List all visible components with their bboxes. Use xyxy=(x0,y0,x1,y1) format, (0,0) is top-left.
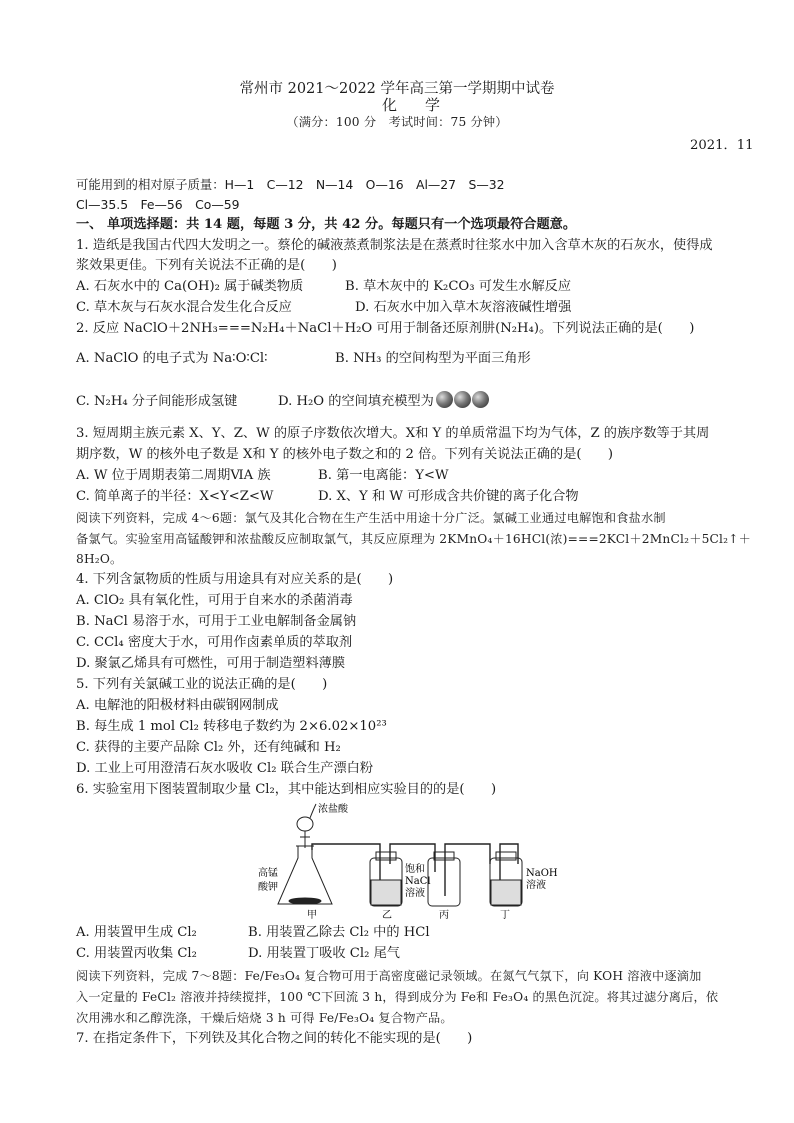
exam-date: 2021．11 xyxy=(690,138,754,153)
atomic-masses-line1: 可能用到的相对原子质量：H—1 C—12 N—14 O—16 Al—27 S—32 xyxy=(76,177,505,192)
q7-stem: 7. 在指定条件下，下列铁及其化合物之间的转化不能实现的是( ) xyxy=(76,1031,473,1046)
h-atom-icon xyxy=(436,391,453,408)
q3-option-d: D. X、Y 和 W 可形成含共价键的离子化合物 xyxy=(318,489,579,504)
q5-option-b: B. 每生成 1 mol Cl₂ 转移电子数约为 2×6.02×10²³ xyxy=(76,719,387,734)
h-atom-icon xyxy=(472,391,489,408)
reading2-line2: 入一定量的 FeCl₂ 溶液并持续搅拌，100 ℃下回流 3 h，得到成分为 Fe和 Fe₃O₄ 的黑色沉淀。将其过滤分离后，依 xyxy=(76,990,719,1004)
bottle-yi xyxy=(370,852,402,906)
q1-option-c: C. 草木灰与石灰水混合发生化合反应 xyxy=(76,300,292,315)
q4-option-b: B. NaCl 易溶于水，可用于工业电解制备金属钠 xyxy=(76,614,357,629)
lab-apparatus-diagram xyxy=(250,800,580,920)
q1-option-b: B. 草木灰中的 K₂CO₃ 可发生水解反应 xyxy=(345,279,572,294)
subject-title: 化学 xyxy=(381,96,468,114)
reading1-line3: 8H₂O。 xyxy=(76,552,123,566)
h2o-space-filling-model xyxy=(436,391,492,409)
q6-option-a: A. 用装置甲生成 Cl₂ xyxy=(76,925,197,940)
label-nacl-line1: 饱和 xyxy=(405,864,425,875)
q1-option-a: A. 石灰水中的 Ca(OH)₂ 属于碱类物质 xyxy=(76,279,304,294)
q4-option-d: D. 聚氯乙烯具有可燃性，可用于制造塑料薄膜 xyxy=(76,656,346,671)
bottle-bing xyxy=(428,852,460,906)
q4-stem: 4. 下列含氯物质的性质与用途具有对应关系的是( ) xyxy=(76,572,394,587)
label-jia: 甲 xyxy=(307,910,317,920)
q2-stem: 2. 反应 NaClO＋2NH₃===N₂H₄＋NaCl＋H₂O 可用于制备还原剂肼(N₂H₄)。下列说法正确的是( ) xyxy=(76,321,695,336)
atomic-masses-line2: Cl—35.5 Fe—56 Co—59 xyxy=(76,197,240,212)
label-nacl-line3: 溶液 xyxy=(405,888,425,899)
q3-stem-line2: 期序数，W 的核外电子数是 X和 Y 的核外电子数之和的 2 倍。下列有关说法正确的是( ) xyxy=(76,447,614,462)
q2-option-b: B. NH₃ 的空间构型为平面三角形 xyxy=(335,351,531,366)
label-conc-hcl: 浓盐酸 xyxy=(318,804,348,815)
q5-option-c: C. 获得的主要产品除 Cl₂ 外，还有纯碱和 H₂ xyxy=(76,740,341,755)
q6-option-c: C. 用装置丙收集 Cl₂ xyxy=(76,946,197,961)
q5-option-d: D. 工业上可用澄清石灰水吸收 Cl₂ 联合生产漂白粉 xyxy=(76,761,374,776)
o-atom-icon xyxy=(454,391,471,408)
q6-option-d: D. 用装置丁吸收 Cl₂ 尾气 xyxy=(248,946,400,961)
label-ding: 丁 xyxy=(500,910,510,920)
q5-option-a: A. 电解池的阳极材料由碳钢网制成 xyxy=(76,698,279,713)
q5-stem: 5. 下列有关氯碱工业的说法正确的是( ) xyxy=(76,677,328,692)
q4-option-a: A. ClO₂ 具有氧化性，可用于自来水的杀菌消毒 xyxy=(76,593,353,608)
q6-stem: 6. 实验室用下图装置制取少量 Cl₂，其中能达到相应实验目的的是( ) xyxy=(76,782,497,797)
q1-stem-line1: 1. 造纸是我国古代四大发明之一。蔡伦的碱液蒸煮制浆法是在蒸煮时往浆水中加入含草木灰的石灰水，使得成 xyxy=(76,238,713,253)
q3-option-b: B. 第一电离能：Y<W xyxy=(318,468,449,483)
q2-option-a: A. NaClO 的电子式为 Na∶O∶Cl∶ xyxy=(76,351,268,366)
q1-stem-line2: 浆效果更佳。下列有关说法不正确的是( ) xyxy=(76,258,337,273)
separatory-funnel xyxy=(297,804,316,848)
q2-option-d: D. H₂O 的空间填充模型为 xyxy=(278,394,434,409)
exam-title: 常州市 2021～2022 学年高三第一学期期中试卷 xyxy=(239,81,555,97)
label-naoh-line2: 溶液 xyxy=(526,880,546,891)
label-kmno4-line1: 高锰 xyxy=(258,868,278,879)
reading2-line1: 阅读下列资料，完成 7～8题：Fe/Fe₃O₄ 复合物可用于高密度磁记录领域。在氮气气氛下，向 KOH 溶液中逐滴加 xyxy=(76,969,702,983)
label-yi: 乙 xyxy=(382,910,392,920)
conical-flask-jia xyxy=(278,846,332,904)
label-nacl-line2: NaCl xyxy=(405,876,431,887)
reading2-line3: 次用沸水和乙醇洗涤，干燥后焙烧 3 h 可得 Fe/Fe₃O₄ 复合物产品。 xyxy=(76,1011,453,1025)
q6-option-b: B. 用装置乙除去 Cl₂ 中的 HCl xyxy=(248,925,430,940)
section-heading: 一、 单项选择题：共 14 题，每题 3 分，共 42 分。每题只有一个选项最符合题意。 xyxy=(76,217,577,232)
q1-option-d: D. 石灰水中加入草木灰溶液碱性增强 xyxy=(355,300,572,315)
label-kmno4-line2: 酸钾 xyxy=(258,882,278,893)
reading1-line2: 备氯气。实验室用高锰酸钾和浓盐酸反应制取氯气，其反应原理为 2KMnO₄＋16HCl(浓)===2KCl＋2MnCl₂＋5Cl₂↑＋ xyxy=(76,532,752,546)
reading1-line1: 阅读下列资料，完成 4～6题：氯气及其化合物在生产生活中用途十分广泛。氯碱工业通过电解饱和食盐水制 xyxy=(76,511,666,525)
q3-stem-line1: 3. 短周期主族元素 X、Y、Z、W 的原子序数依次增大。X和 Y 的单质常温下均为气体，Z 的族序数等于其周 xyxy=(76,426,710,441)
q3-option-c: C. 简单离子的半径：X<Y<Z<W xyxy=(76,489,274,504)
bottle-ding xyxy=(490,852,522,906)
q4-option-c: C. CCl₄ 密度大于水，可用作卤素单质的萃取剂 xyxy=(76,635,353,650)
q3-option-a: A. W 位于周期表第二周期ⅥA 族 xyxy=(76,468,271,483)
label-naoh-line1: NaOH xyxy=(526,868,558,879)
q2-option-c: C. N₂H₄ 分子间能形成氢键 xyxy=(76,394,238,409)
exam-meta: （满分：100 分 考试时间：75 分钟） xyxy=(286,115,508,129)
label-bing: 丙 xyxy=(439,910,449,920)
